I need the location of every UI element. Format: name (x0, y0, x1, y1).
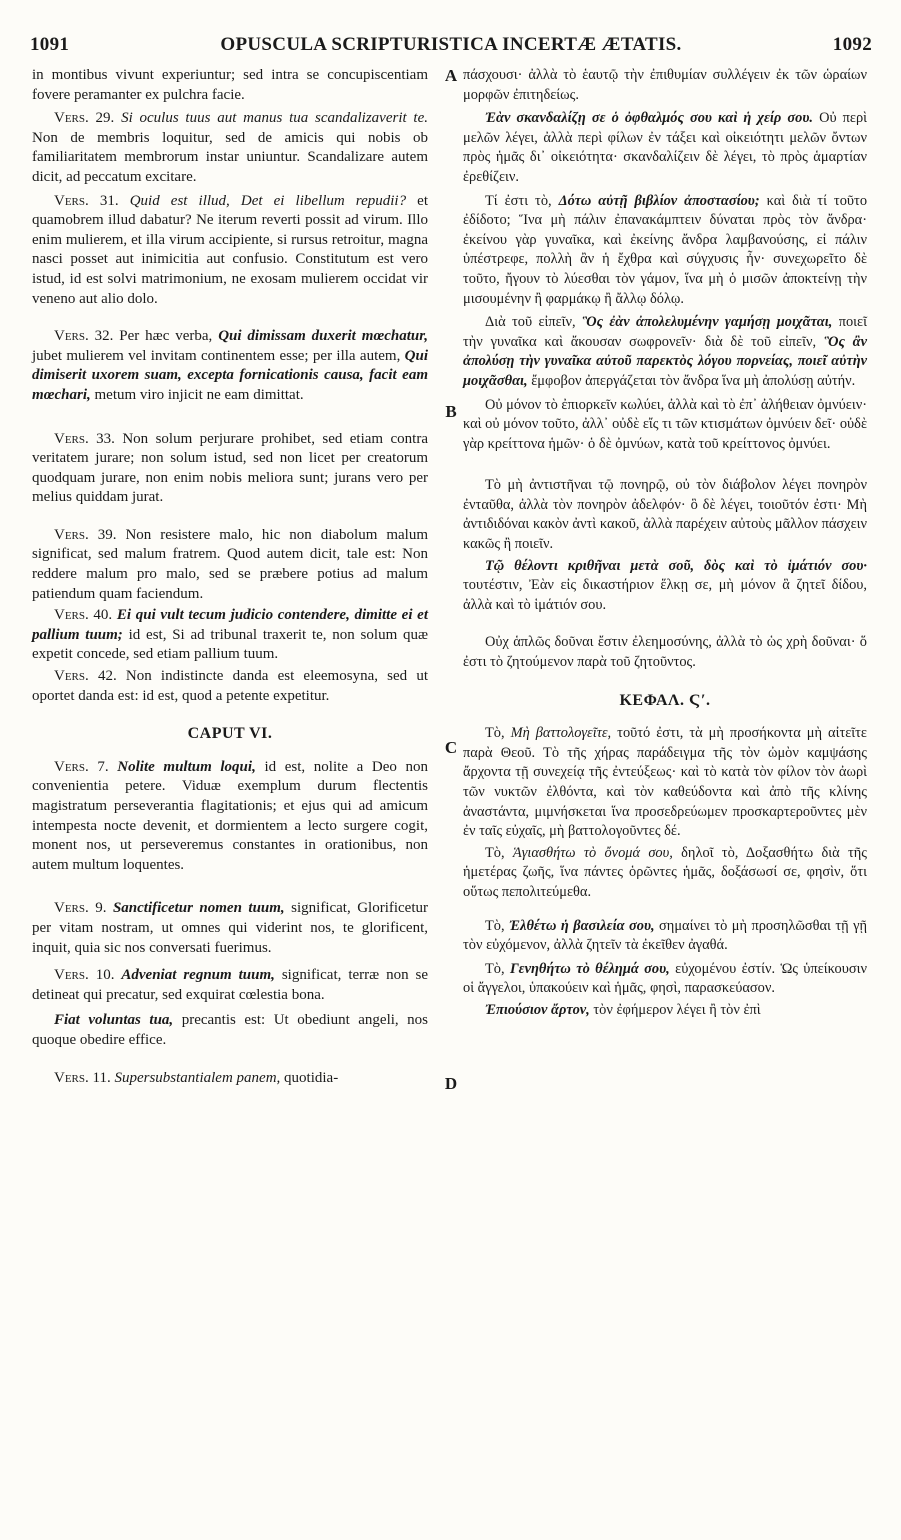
verse-number: Vers. 42. (54, 668, 117, 685)
verse-number: Vers. 9. (54, 900, 107, 917)
para-text: Per hæc verba, (119, 328, 213, 345)
verse-number: Vers. 31. (54, 192, 119, 209)
latin-para (32, 966, 428, 1005)
greek-para (463, 724, 867, 842)
verse-number: Vers. 7. (54, 758, 109, 775)
greek-para (463, 109, 867, 187)
margin-letters (440, 0, 462, 1540)
para-text: Διὰ τοῦ εἰπεῖν, (485, 314, 576, 331)
latin-para (32, 758, 428, 876)
greek-para (463, 917, 867, 956)
para-text: id est, nolite a Deo non convenientia petere. Viduæ exemplum durum flectentis magistratum perseverantia flagitationis; et ejus qui ad amicum intempesta nocte devenit, et dormientem a lecto surgere cogit, monent nos, ut perseveremus constantes in orationibus, non autem multum loquentes. (32, 758, 429, 873)
greek-para (463, 313, 867, 391)
greek-para (463, 192, 867, 310)
para-text: jubet mulierem vel invitam continentem esse; per illa autem, (32, 347, 401, 364)
page-number-left: 1091 (30, 34, 70, 55)
margin-letter-b: B (445, 402, 457, 421)
latin-para (32, 327, 428, 405)
para-text: Τὸ, (485, 844, 505, 861)
para-text: ἔμφοβον ἀπεργάζεται τὸν ἄνδρα ἵνα μὴ ἀπολύσῃ αὐτήν. (531, 372, 856, 389)
para-text: τὸν ἐφήμερον λέγει ἢ τὸν ἐπὶ (593, 1001, 761, 1018)
latin-para (32, 606, 428, 665)
scripture-quote: Τῷ θέλοντι κριθῆναι μετὰ σοῦ, δὸς καὶ τὸ ἱμάτιόν σου· (485, 557, 867, 574)
running-title: OPUSCULA SCRIPTURISTICA INCERTÆ ÆTATIS. (220, 34, 682, 55)
latin-para (32, 1069, 428, 1089)
margin-letter-d: D (444, 1074, 458, 1093)
para-text: precantis est: Ut obediunt angeli, nos quoque obedire effice. (32, 1012, 429, 1048)
para-text: Non resistere malo, hic non diabolum malum significat, sed malum fratrem. Quod autem dicit, tale est: Non reddere malum pro malo, sed se præbere potius ad malum patiendum quam faciendum. (32, 526, 428, 602)
scripture-quote: Ὃς ἂν ἀπολύσῃ τὴν γυναῖκα αὐτοῦ παρεκτὸς λόγου πορνείας, ποιεῖ αὐτὴν μοιχᾶσθαι, (463, 333, 867, 389)
para-text: καὶ διὰ τί τοῦτο ἐδίδοτο; Ἵνα μὴ πάλιν ἐπανακάμπτειν δύναται πρὸς τὸν ἄνδρα· ἐκείνου γὰρ γυναῖκα, καὶ ἐκείνης ἄνδρα λαμβανούσης, εἰ πάλιν ὑπέστρεφε, πολλὴ ἂν ἡ ἔχθρα καὶ σύγχυσις ἦν· συνεχωρεῖτο δὲ τοῦτο, ἤγουν τὸ λύεσθαι τὸν γάμον, ἵνα μὴ ὁ μισῶν ἀποκτείνῃ τὴν μισουμένην ἢ φαρμάκῳ ἢ ἄλλῳ δόλῳ. (463, 192, 868, 307)
scripture-quote: Quid est illud, Det ei libellum repudii? (129, 192, 407, 209)
latin-para (32, 526, 428, 604)
scripture-quote: Supersubstantialem panem, (114, 1069, 281, 1086)
verse-number: Vers. 29. (54, 110, 115, 127)
latin-para (32, 899, 428, 958)
latin-para (32, 66, 428, 105)
greek-para (463, 633, 867, 672)
para-text: Οὐ μόνον τὸ ἐπιορκεῖν κωλύει, ἀλλὰ καὶ τὸ ἐπ᾽ ἀλήθειαν ὀμνύειν· καὶ οὐ μόνον τοῦτο, ἀλλ᾽ οὐδὲ εἴς τι τῶν κτισμάτων ὀμνύειν δεῖ· οὐδὲ γὰρ κρείττονα ἡμῶν· ὁ δὲ ὀμνύων, κατὰ τοῦ κρείττονος ὀμνύει. (463, 396, 867, 452)
scripture-quote: Μὴ βαττολογεῖτε, (510, 725, 612, 742)
para-text: Οὐ περὶ μελῶν λέγει, ἀλλὰ περὶ φίλων ἐν τάξει καὶ οἰκειότητι μελῶν ὄντων πρὸς ἡμᾶς δι᾽ οἰκειότητα· σκανδαλίζειν δὲ λέγει, τὸ πρὸς ἁμαρτίαν ἐρεθίζειν. (463, 110, 867, 185)
para-text: id est, Si ad tribunal traxerit te, non solum quæ expetit concede, sed etiam pallium tuum. (32, 626, 429, 663)
scripture-quote: Qui dimissam duxerit mœchatur, (218, 328, 428, 345)
scripture-quote: Adveniat regnum tuum, (121, 967, 275, 984)
para-text: significat, terræ non se detineat qui precatur, sed exquirat cœlestia bona. (32, 967, 428, 1003)
scripture-quote: Ἐὰν σκανδαλίζῃ σε ὁ ὀφθαλμός σου καὶ ἡ χείρ σου. (485, 110, 813, 127)
para-text: δηλοῖ τὸ, Δοξασθήτω διὰ τῆς ἡμετέρας ζωῆς, ἵνα πάντες ὁρῶντες ἡμᾶς, δοξάσωσί σε, φησὶν, ὅτι οὕτως πεπολιτεύμεθα. (463, 844, 867, 900)
para-text: in montibus vivunt experiuntur; sed intra se concupiscentiam fovere peramanter ex pulchra facie. (32, 67, 428, 103)
para-text: ποιεῖ τὴν γυναῖκα καὶ ἄκουσαν σωφρονεῖν· διὰ δὲ τοῦ εἰπεῖν, (463, 314, 867, 350)
scripture-quote: Fiat voluntas tua, (54, 1012, 174, 1029)
scripture-quote: Sanctificetur nomen tuum, (112, 900, 285, 917)
greek-para (463, 1001, 867, 1021)
page-number-right: 1092 (832, 34, 872, 55)
para-text: Τί ἐστι τὸ, (485, 192, 552, 209)
scripture-quote: Δότω αὐτῇ βιβλίον ἀποστασίου; (558, 192, 760, 209)
scripture-quote: Ἁγιασθήτω τὸ ὄνομά σου, (512, 844, 673, 861)
latin-para (32, 430, 428, 508)
latin-para (32, 667, 428, 706)
para-text: significat, Glorificetur per vitam nostram, ut omnes qui viderint nos, te glorificent, inquit, quia sic nos conversati fuerimus. (32, 900, 428, 956)
scripture-quote: Nolite multum loqui, (117, 758, 256, 775)
scripture-quote: Γενηθήτω τὸ θέλημά σου, (509, 960, 670, 977)
verse-number: Vers. 10. (54, 967, 115, 984)
greek-para (463, 960, 867, 999)
greek-para (463, 557, 867, 616)
para-text: πάσχουσι· ἀλλὰ τὸ ἑαυτῷ τὴν ἐπιθυμίαν συλλέγειν ἐκ τῶν ὡραίων μορφῶν ἐπιτηδείως. (463, 67, 867, 103)
para-text: Τὸ, (485, 725, 505, 742)
greek-para (463, 396, 867, 455)
para-text: metum viro injicit ne eam dimittat. (94, 386, 304, 403)
para-text: Τὸ, (485, 917, 505, 934)
para-text: Non indistincte danda est eleemosyna, sed ut oportet danda est: id est, quod a petente expetitur. (32, 668, 428, 704)
para-text: Οὐχ ἁπλῶς δοῦναι ἔστιν ἐλεημοσύνης, ἀλλὰ τὸ ὡς χρὴ δοῦναι· ὅ ἐστι τὸ ζητούμενον παρὰ τοῦ ζητοῦντος. (463, 634, 867, 671)
scripture-quote: Ὃς ἐὰν ἀπολελυμένην γαμήσῃ μοιχᾶται, (582, 314, 833, 331)
chapter-heading: ΚΕΦΑΛ. Ϛ′. (619, 691, 711, 709)
para-text: Τὸ μὴ ἀντιστῆναι τῷ πονηρῷ, οὐ τὸν διάβολον λέγει πονηρὸν ἐνταῦθα, ἀλλὰ τὸν πονηρὸν ἀδελφόν· ὃ δὲ λέγει, τοιοῦτόν ἐστι· Μὴ ἀντιδιδόναι κακὸν ἀντὶ κακοῦ, ἀλλὰ παρέχειν αὐτοὺς μᾶλλον πάσχειν κακῶς ἢ ποιεῖν. (463, 477, 867, 553)
para-text: Τὸ, (485, 960, 505, 977)
scripture-quote: Ἐλθέτω ἡ βασιλεία σου, (509, 917, 655, 934)
scripture-quote: Si oculus tuus aut manus tua scandalizaverit te. (121, 110, 429, 127)
margin-letter-c: C (444, 738, 458, 757)
para-text: et quamobrem illud dabatur? Ne iterum reverti possit ad virum. Illo enim mulierem, et illa virum accipiente, si rursus retroitur, magna nasci posset aut inimicitia aut confusio. Constitutum est vero istud, id est solvi matrimonium, ne exosam mulierem occidat vir veneno aut alio dolo. (32, 192, 428, 307)
latin-para (32, 109, 428, 187)
chapter-heading: CAPUT VI. (187, 725, 273, 743)
para-text: Non solum perjurare prohibet, sed etiam contra veritatem jurare; non solum istud, sed non licet per creatorum quodquam jurare, non enim nobis meliora sunt; jurans vero per melius quiddam jurat. (32, 430, 428, 506)
greek-column (463, 66, 867, 1021)
verse-number: Vers. 33. (54, 430, 115, 447)
verse-number: Vers. 40. (54, 607, 113, 624)
verse-number: Vers. 39. (54, 526, 117, 543)
verse-number: Vers. 32. (54, 328, 114, 345)
scripture-quote: Qui dimiserit uxorem suam, excepta fornicationis causa, facit eam mœchari, (32, 347, 429, 403)
scripture-quote: Ei qui vult tecum judicio contendere, dimitte ei et pallium tuum; (32, 607, 429, 643)
greek-para (463, 844, 867, 903)
margin-letter-a: A (444, 66, 458, 85)
scripture-quote: Ἐπιούσιον ἄρτον, (485, 1001, 590, 1018)
para-text: εὐχομένου ἐστίν. Ὡς ὑπείκουσιν οἱ ἄγγελοι, ὑπακούειν καὶ ἡμᾶς, φησὶ, παρασκεύασον. (463, 960, 867, 997)
latin-para (32, 192, 428, 310)
para-text: quotidia- (284, 1069, 339, 1086)
verse-number: Vers. 11. (54, 1069, 111, 1086)
latin-para (32, 1011, 428, 1050)
para-text: Non de membris loquitur, sed de amicis qui nobis ob familiaritatem membrorum instar uniuntur. Scandalizare autem dicit, ad peccatum excitare. (32, 129, 428, 185)
para-text: τουτέστιν, Ἐὰν εἰς δικαστήριον ἕλκῃ σε, μὴ μόνον ἃ ζητεῖ δίδου, ἀλλὰ καὶ τὸ ἱμάτιόν σου. (463, 577, 867, 613)
greek-para (463, 66, 867, 105)
latin-column (32, 66, 428, 1088)
greek-para (463, 476, 867, 554)
para-text: τοῦτό ἐστι, τὰ μὴ προσήκοντα μὴ αἰτεῖτε παρὰ Θεοῦ. Τὸ τῆς χήρας παράδειγμα τῆς τὸν ὠμὸν καμψάσης ἄρχοντα τῇ συνεχείᾳ τῆς ἐντεύξεως· καὶ τὸ κατὰ τὸν φίλον τὸν ἀωρὶ τῶν νυκτῶν ἐλθόντα, καὶ τὸν καθεύδοντα καὶ ἀπὸ τῆς κλίνης ἀναστάντα, μιμνήσκεται ἵνα προσεδρεύωμεν προσκαρτεροῦντες μὲν ἐν ταῖς εὐχαῖς, μὴ βαττολογοῦντες δέ. (463, 725, 867, 840)
para-text: σημαίνει τὸ μὴ προσηλῶσθαι τῇ γῇ τὸν εὐχόμενον, ἀλλὰ ζητεῖν τὰ ἐκεῖθεν ἀγαθά. (463, 917, 867, 954)
